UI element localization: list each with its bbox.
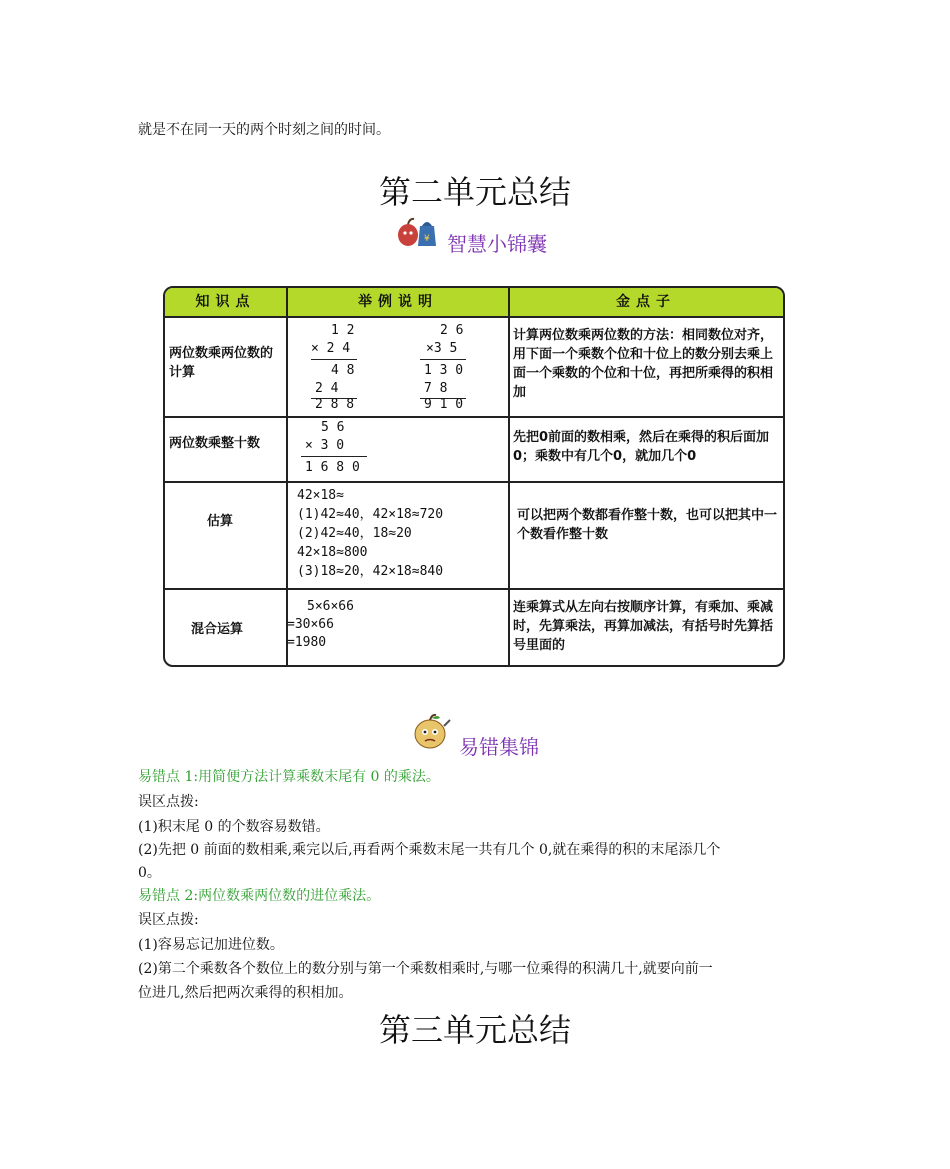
row2-tip: 先把0前面的数相乘，然后在乘得的积后面加0；乘数中有几个0，就加几个0 bbox=[513, 430, 770, 464]
error2-point: (1)容易忘记加进位数。 bbox=[138, 937, 284, 953]
example-b-line: 9 1 0 bbox=[424, 397, 464, 412]
row4-tip: 连乘算式从左向右按顺序计算，有乘加、乘减时，先算乘法，再算加减法，有括号时先算括号里面的 bbox=[513, 600, 774, 653]
row3-topic: 估算 bbox=[207, 514, 234, 529]
calc-rule bbox=[311, 359, 357, 360]
row3-tip: 可以把两个数都看作整十数，也可以把其中一个数看作整十数 bbox=[517, 508, 778, 542]
example-b-line: 2 6 bbox=[440, 323, 464, 338]
row-divider bbox=[165, 481, 783, 483]
example-line: (3)18≈20，42×18≈840 bbox=[297, 564, 444, 579]
cartoon-apple-mascot-icon bbox=[408, 712, 452, 752]
error1-title: 易错点 1:用简便方法计算乘数末尾有 0 的乘法。 bbox=[138, 769, 440, 785]
row-divider bbox=[165, 588, 783, 590]
example-a-line: 1 2 bbox=[331, 323, 355, 338]
error1-point: (1)积末尾 0 的个数容易数错。 bbox=[138, 819, 330, 835]
example-a-line: × 2 4 bbox=[311, 341, 351, 356]
intro-line: 就是不在同一天的两个时刻之间的时间。 bbox=[138, 122, 390, 138]
row-divider bbox=[165, 416, 783, 418]
example-line: × 3 0 bbox=[305, 438, 345, 453]
example-line: =30×66 bbox=[287, 617, 334, 632]
tips-subtitle: 智慧小锦囊 bbox=[447, 232, 547, 256]
error2-point: 位进几,然后把两次乘得的积相加。 bbox=[138, 985, 353, 1001]
summary-table bbox=[163, 286, 785, 667]
row4-topic: 混合运算 bbox=[191, 622, 244, 637]
calc-rule bbox=[420, 359, 466, 360]
column-divider bbox=[508, 288, 510, 665]
example-line: 5 6 bbox=[321, 420, 345, 435]
unit2-title: 第二单元总结 bbox=[378, 173, 571, 211]
row1-tip: 计算两位数乘两位数的方法：相同数位对齐，用下面一个乘数个位和十位上的数分别去乘上面一个乘数的个位和十位，再把所乘得的积相加 bbox=[513, 328, 774, 400]
example-b-line: 1 3 0 bbox=[424, 363, 464, 378]
error2-title: 易错点 2:两位数乘两位数的进位乘法。 bbox=[138, 888, 381, 904]
column-divider bbox=[286, 288, 288, 665]
example-b-line: 7 8 bbox=[424, 381, 448, 396]
header-example: 举例说明 bbox=[358, 294, 438, 310]
error1-point: 0。 bbox=[138, 865, 161, 881]
example-line: 1 6 8 0 bbox=[305, 460, 360, 475]
error2-point: (2)第二个乘数各个数位上的数分别与第一个乘数相乘时,与哪一位乘得的积满几十,就要向前一 bbox=[138, 961, 713, 977]
example-line: =1980 bbox=[287, 635, 327, 650]
row1-topic: 两位数乘两位数的计算 bbox=[169, 346, 274, 380]
example-line: (2)42≈40，18≈20 bbox=[297, 526, 412, 541]
example-line: 42×18≈ bbox=[297, 488, 344, 503]
row-divider bbox=[165, 316, 783, 318]
example-line: 42×18≈800 bbox=[297, 545, 368, 560]
calc-rule bbox=[301, 456, 367, 457]
example-a-line: 2 8 8 bbox=[315, 397, 355, 412]
svg-text:¥: ¥ bbox=[424, 234, 430, 244]
example-b-line: ×3 5 bbox=[426, 341, 458, 356]
error1-label: 误区点拨: bbox=[138, 794, 199, 810]
apple-moneybag-icon bbox=[396, 214, 438, 250]
example-line: 5×6×66 bbox=[307, 599, 354, 614]
header-knowledge: 知识点 bbox=[195, 294, 256, 310]
row2-topic: 两位数乘整十数 bbox=[169, 436, 261, 451]
error2-label: 误区点拨: bbox=[138, 912, 199, 928]
unit3-title: 第三单元总结 bbox=[378, 1011, 571, 1049]
example-a-line: 4 8 bbox=[331, 363, 355, 378]
error1-point: (2)先把 0 前面的数相乘,乘完以后,再看两个乘数末尾一共有几个 0,就在乘得的积的末尾添几个 bbox=[138, 842, 721, 858]
header-tip: 金点子 bbox=[616, 294, 676, 310]
example-a-line: 2 4 bbox=[315, 381, 339, 396]
errors-subtitle: 易错集锦 bbox=[459, 735, 539, 759]
example-line: (1)42≈40，42×18≈720 bbox=[297, 507, 444, 522]
